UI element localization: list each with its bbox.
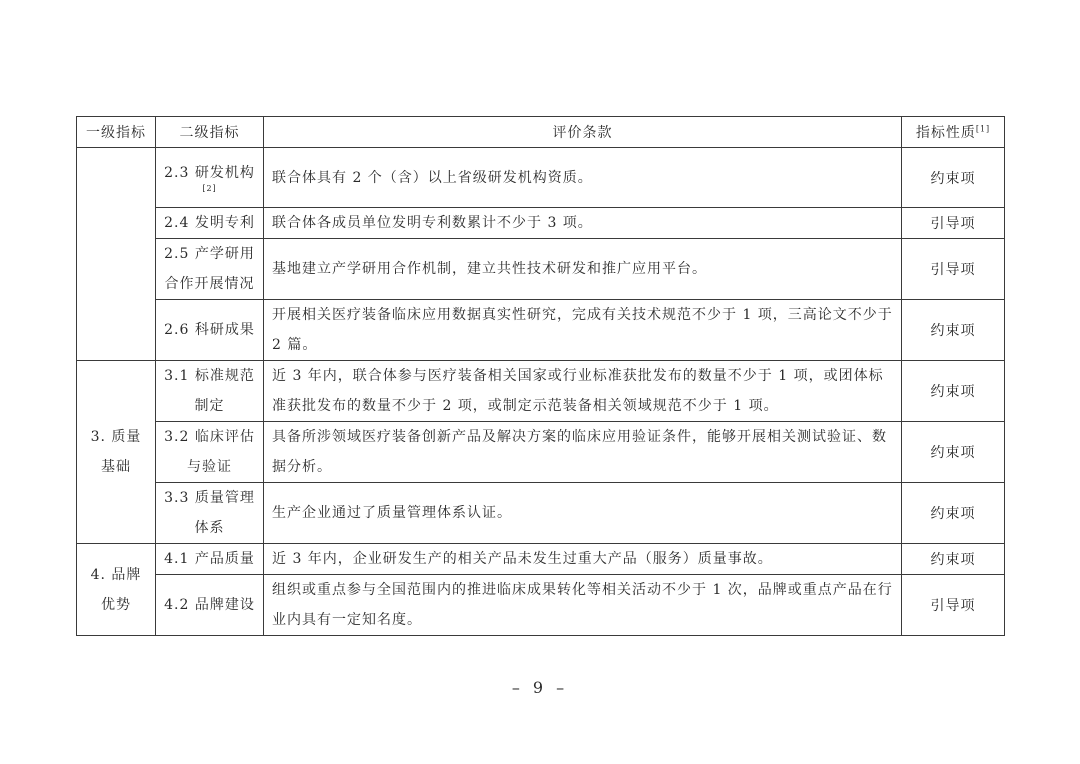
level2-cell: 4.2 品牌建设 xyxy=(156,575,264,636)
table-row xyxy=(77,544,1005,575)
level2-label: 2.3 研发机构 xyxy=(164,164,255,181)
property-cell: 引导项 xyxy=(902,239,1005,300)
property-cell: 约束项 xyxy=(902,361,1005,422)
table-row xyxy=(77,575,1005,636)
header-level2: 二级指标 xyxy=(156,117,264,148)
clause-cell: 组织或重点参与全国范围内的推进临床成果转化等相关活动不少于 1 次，品牌或重点产品在行业内具有一定知名度。 xyxy=(264,575,902,636)
clause-cell: 基地建立产学研用合作机制，建立共性技术研发和推广应用平台。 xyxy=(264,239,902,300)
page-number: – 9 – xyxy=(511,678,569,697)
clause-cell: 联合体各成员单位发明专利数累计不少于 3 项。 xyxy=(264,208,902,239)
property-cell: 约束项 xyxy=(902,483,1005,544)
level2-cell xyxy=(156,148,264,208)
clause-cell: 生产企业通过了质量管理体系认证。 xyxy=(264,483,902,544)
table-row xyxy=(77,148,1005,208)
level1-cell-empty xyxy=(77,148,156,361)
header-level1: 一级指标 xyxy=(77,117,156,148)
level2-cell: 3.3 质量管理体系 xyxy=(156,483,264,544)
table-header-row xyxy=(77,117,1005,148)
property-cell: 约束项 xyxy=(902,544,1005,575)
header-property xyxy=(902,117,1005,148)
level2-cell: 3.2 临床评估与验证 xyxy=(156,422,264,483)
property-cell: 约束项 xyxy=(902,300,1005,361)
evaluation-table xyxy=(76,116,1005,636)
level2-cell: 2.6 科研成果 xyxy=(156,300,264,361)
header-property-label: 指标性质 xyxy=(915,125,976,141)
level2-cell: 2.4 发明专利 xyxy=(156,208,264,239)
footnote-marker: [2] xyxy=(202,183,217,193)
clause-cell: 联合体具有 2 个（含）以上省级研发机构资质。 xyxy=(264,148,902,208)
clause-cell: 近 3 年内，联合体参与医疗装备相关国家或行业标准获批发布的数量不少于 1 项，或团体标准获批发布的数量不少于 2 项，或制定示范装备相关领域规范不少于 1 项。 xyxy=(264,361,902,422)
table-row xyxy=(77,422,1005,483)
table-row xyxy=(77,239,1005,300)
level1-cell: 3. 质量基础 xyxy=(77,361,156,544)
footnote-marker: [1] xyxy=(975,124,991,134)
clause-cell: 近 3 年内，企业研发生产的相关产品未发生过重大产品（服务）质量事故。 xyxy=(264,544,902,575)
property-cell: 约束项 xyxy=(902,422,1005,483)
table-row xyxy=(77,483,1005,544)
table-row xyxy=(77,300,1005,361)
level2-cell: 3.1 标准规范制定 xyxy=(156,361,264,422)
table-row xyxy=(77,361,1005,422)
property-cell: 引导项 xyxy=(902,575,1005,636)
level2-cell: 4.1 产品质量 xyxy=(156,544,264,575)
header-clause: 评价条款 xyxy=(264,117,902,148)
clause-cell: 具备所涉领域医疗装备创新产品及解决方案的临床应用验证条件，能够开展相关测试验证、数据分析。 xyxy=(264,422,902,483)
property-cell: 约束项 xyxy=(902,148,1005,208)
table-row xyxy=(77,208,1005,239)
clause-cell: 开展相关医疗装备临床应用数据真实性研究，完成有关技术规范不少于 1 项，三高论文不少于 2 篇。 xyxy=(264,300,902,361)
level1-cell: 4. 品牌优势 xyxy=(77,544,156,636)
level2-cell: 2.5 产学研用合作开展情况 xyxy=(156,239,264,300)
property-cell: 引导项 xyxy=(902,208,1005,239)
